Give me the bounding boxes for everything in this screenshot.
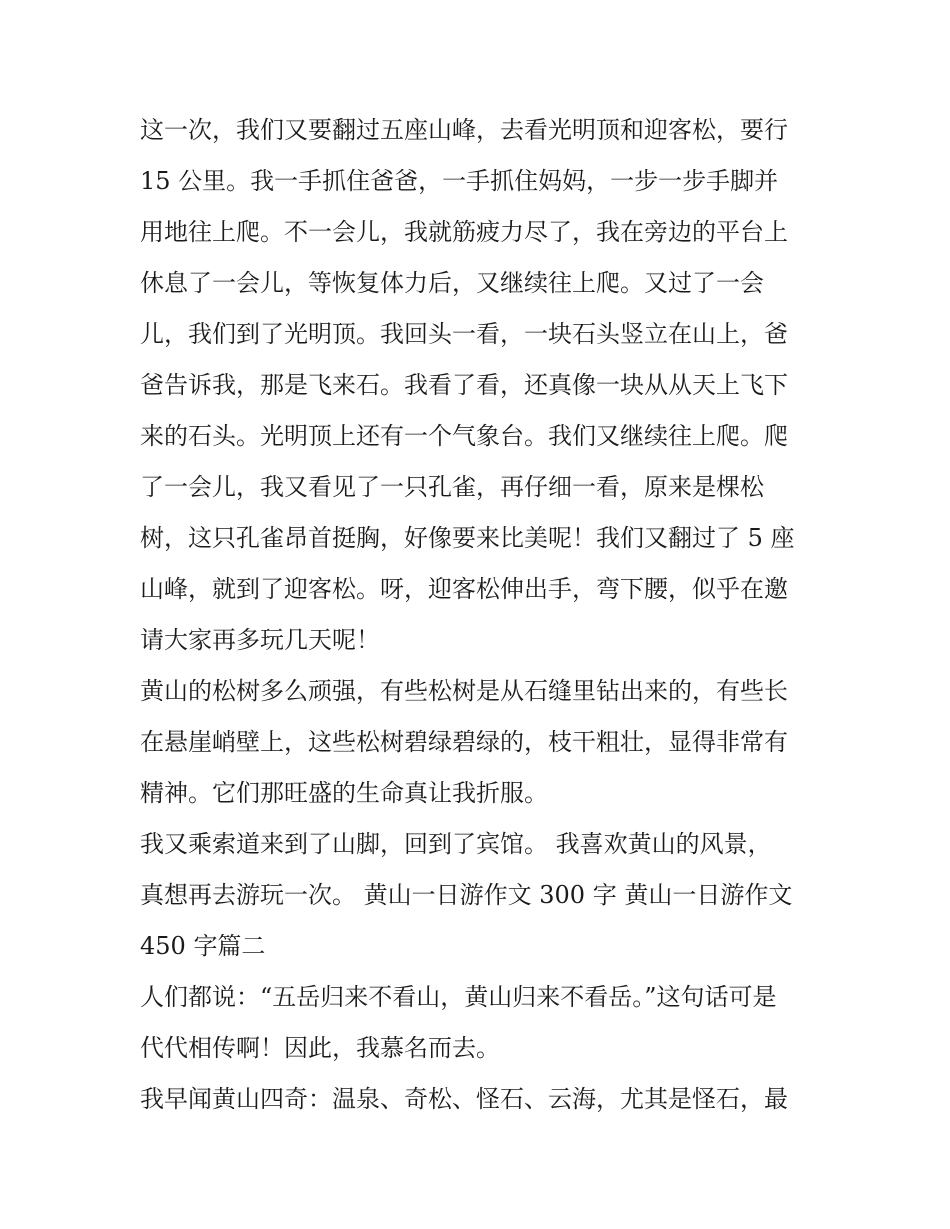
paragraph-3 — [140, 819, 820, 972]
document-body — [140, 105, 820, 1125]
text-line: 山峰，就到了迎客松。呀，迎客松伸出手，弯下腰，似乎在邀 — [140, 575, 788, 603]
text-line: 精神。它们那旺盛的生命真让我折服。 — [140, 779, 548, 807]
text-line: 15 公里。我一手抓住爸爸，一手抓住妈妈，一步一步手脚并 — [140, 167, 779, 195]
text-line: 我又乘索道来到了山脚，回到了宾馆。 我喜欢黄山的风景， — [140, 830, 772, 858]
text-line: 儿，我们到了光明顶。我回头一看，一块石头竖立在山上，爸 — [140, 320, 788, 348]
text-line: 休息了一会儿，等恢复体力后，又继续往上爬。又过了一会 — [140, 269, 764, 297]
paragraph-5 — [140, 1074, 820, 1125]
text-line: 来的石头。光明顶上还有一个气象台。我们又继续往上爬。爬 — [140, 422, 788, 450]
paragraph-2 — [140, 666, 820, 819]
paragraph-4 — [140, 972, 820, 1074]
text-line: 用地往上爬。不一会儿，我就筋疲力尽了，我在旁边的平台上 — [140, 218, 788, 246]
text-line: 树，这只孔雀昂首挺胸，好像要来比美呢！我们又翻过了 5 座 — [140, 524, 795, 552]
text-line: 代代相传啊！因此，我慕名而去。 — [140, 1034, 500, 1062]
text-line: 人们都说：“五岳归来不看山，黄山归来不看岳。”这句话可是 — [140, 983, 777, 1011]
text-line: 在悬崖峭壁上，这些松树碧绿碧绿的，枝干粗壮，显得非常有 — [140, 728, 788, 756]
text-line: 爸告诉我，那是飞来石。我看了看，还真像一块从从天上飞下 — [140, 371, 788, 399]
text-line: 450 字篇二 — [140, 932, 266, 960]
text-line: 了一会儿，我又看见了一只孔雀，再仔细一看，原来是棵松 — [140, 473, 764, 501]
text-line: 请大家再多玩几天呢！ — [140, 626, 380, 654]
text-line: 黄山的松树多么顽强，有些松树是从石缝里钻出来的，有些长 — [140, 677, 788, 705]
text-line: 这一次，我们又要翻过五座山峰，去看光明顶和迎客松，要行 — [140, 116, 788, 144]
text-line: 真想再去游玩一次。 黄山一日游作文 300 字 黄山一日游作文 — [140, 881, 793, 909]
paragraph-1 — [140, 105, 820, 666]
text-line: 我早闻黄山四奇：温泉、奇松、怪石、云海，尤其是怪石，最 — [140, 1085, 788, 1113]
